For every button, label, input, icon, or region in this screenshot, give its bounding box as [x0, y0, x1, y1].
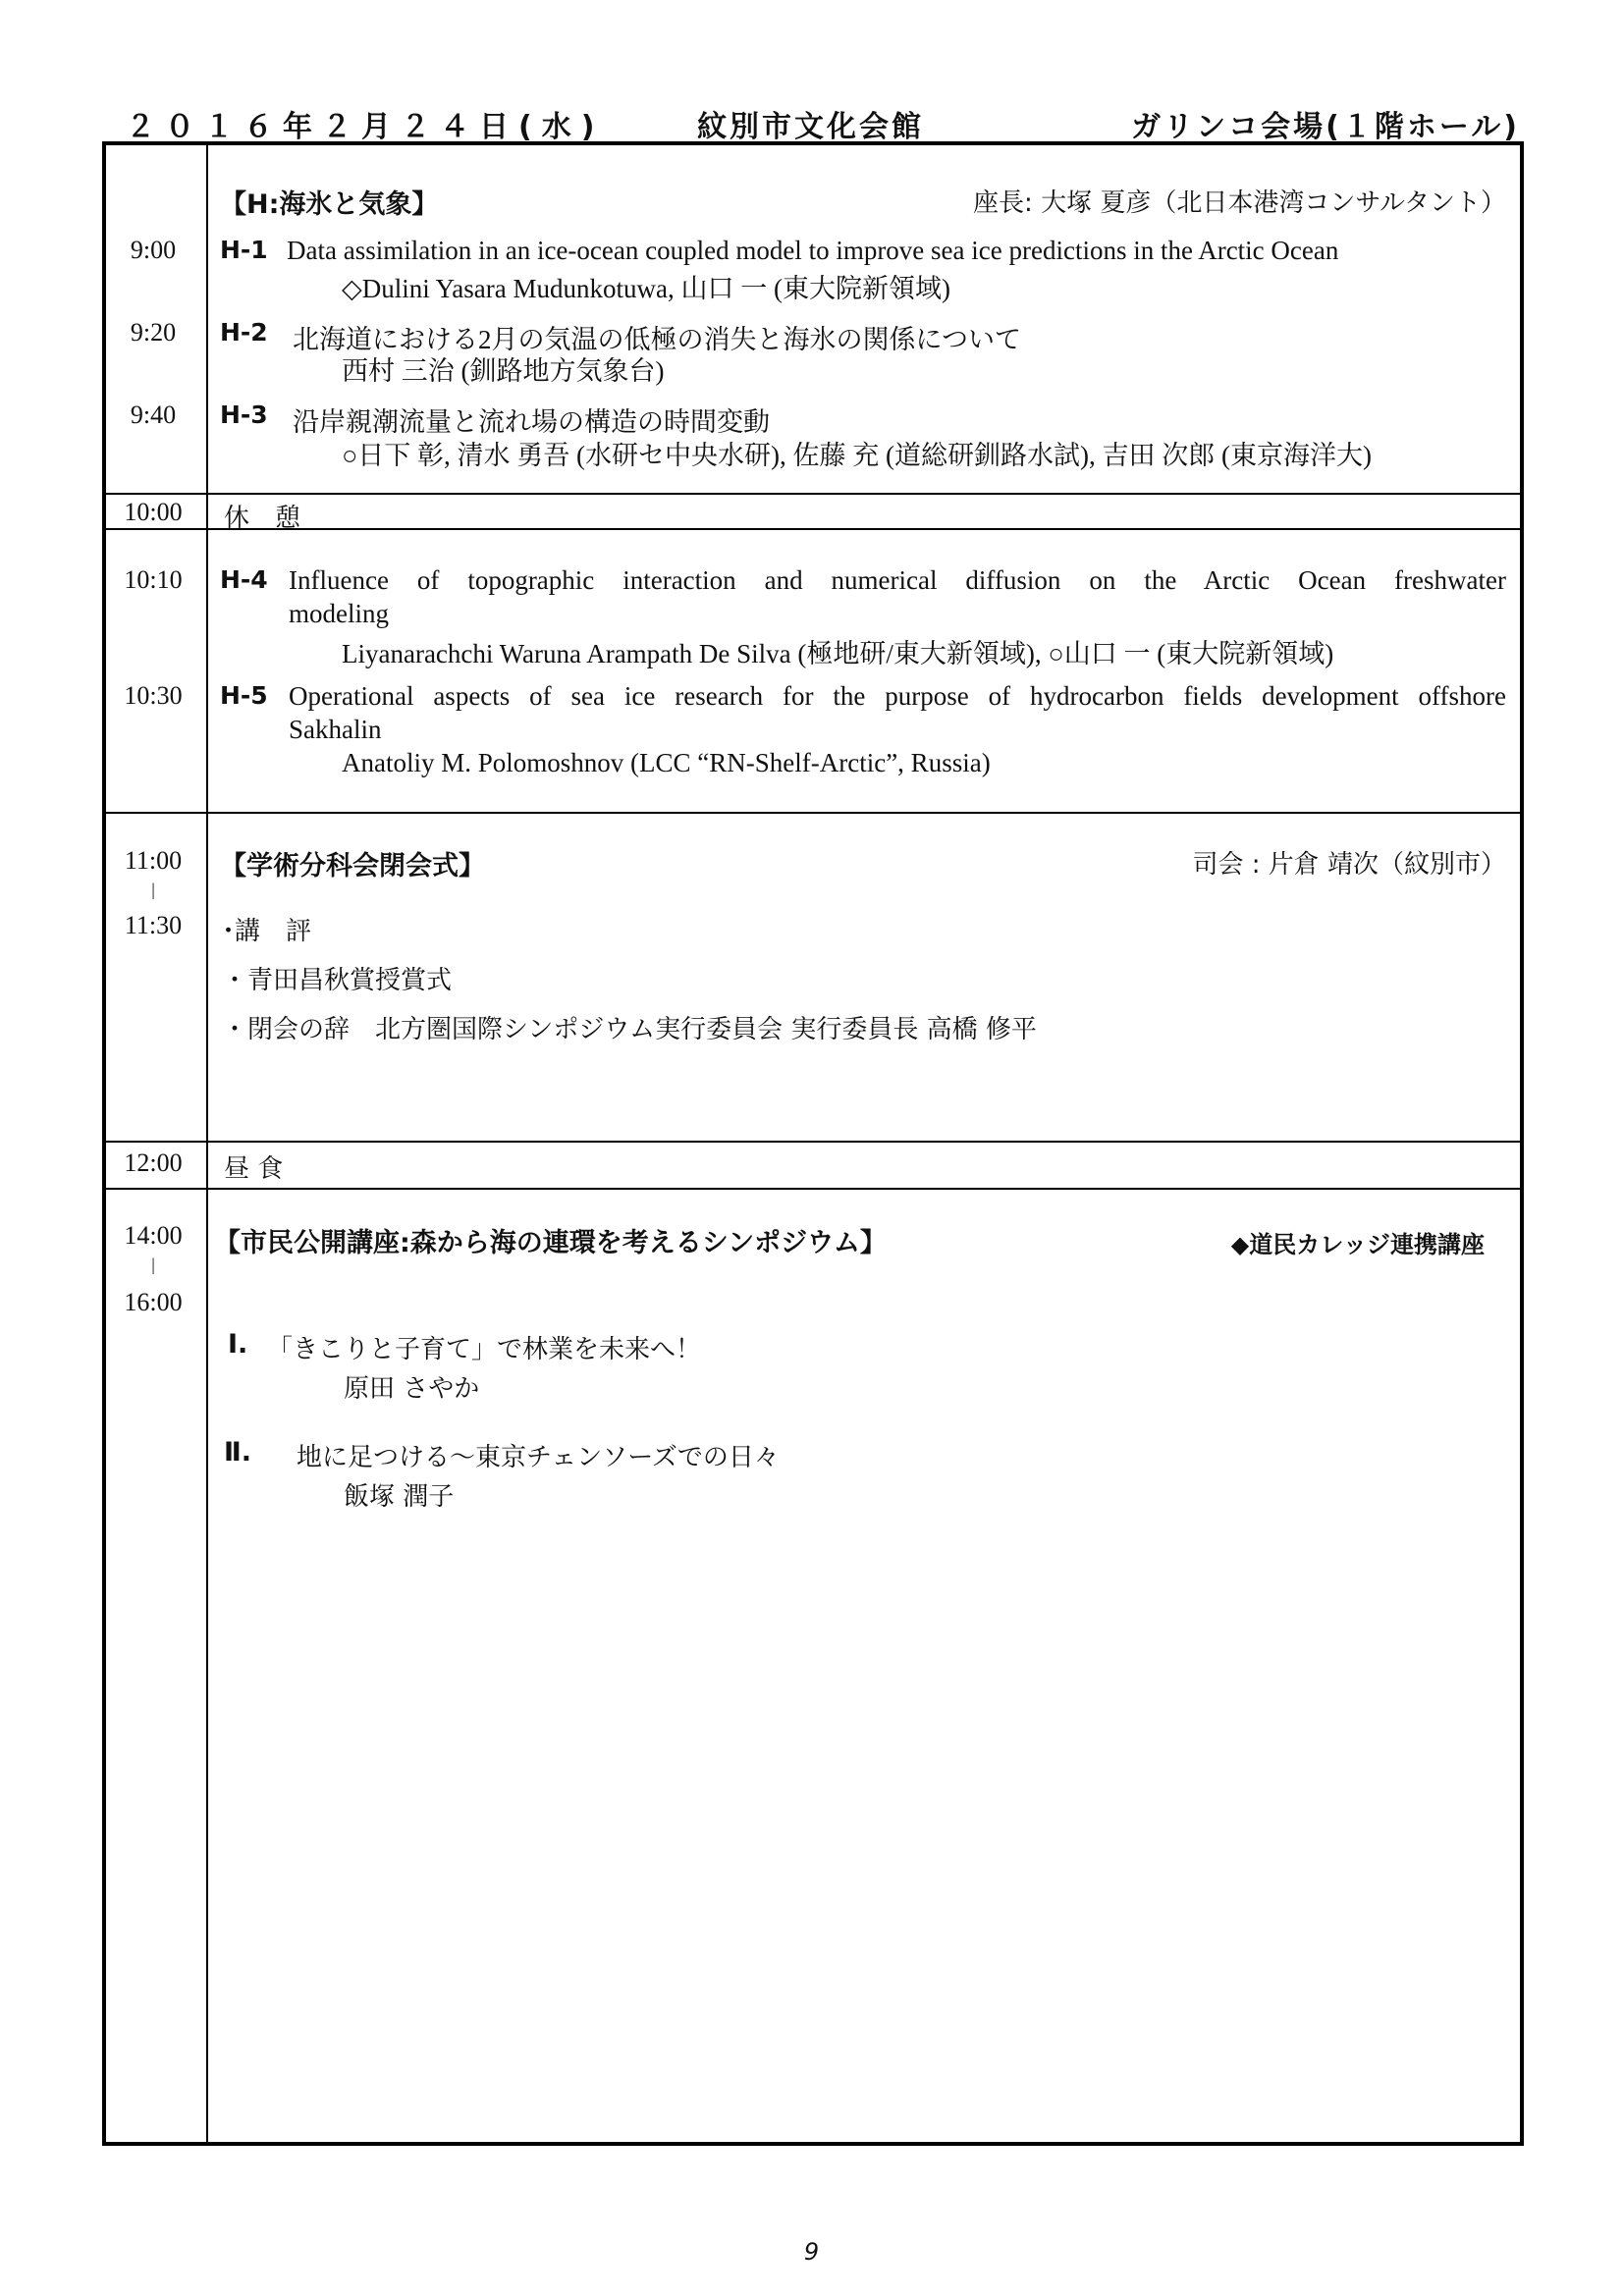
- header-date: ２０１６年２月２４日(水): [126, 110, 605, 144]
- row-divider: [106, 1188, 1520, 1190]
- lunch-label: 昼 食: [224, 1154, 284, 1184]
- talk-title-cont: Sakhalin: [289, 715, 382, 744]
- talk-title: Operational aspects of sea ice research for the purpose of hydrocarbon fields development offshore: [289, 681, 1506, 711]
- closing-time-start: 11:00: [124, 846, 183, 875]
- talk-title-cont: modeling: [289, 599, 389, 628]
- page-number: 9: [803, 2238, 820, 2266]
- talk-authors: Anatoliy M. Polomoshnov (LCC “RN-Shelf-Arctic”, Russia): [342, 748, 991, 777]
- talk-code: H-1: [220, 236, 268, 264]
- talk-time: 10:10: [124, 565, 183, 594]
- closing-time-end: 11:30: [124, 911, 183, 939]
- closing-time-sep: |: [151, 880, 155, 899]
- talk-code: H-3: [220, 400, 268, 429]
- talk-authors: 西村 三治 (釧路地方気象台): [342, 356, 665, 386]
- talk-title: 沿岸親潮流量と流れ場の構造の時間変動: [293, 407, 770, 437]
- header-venue: 紋別市文化会館: [697, 110, 924, 144]
- talk-time: 9:20: [130, 318, 177, 347]
- page-header: [126, 102, 1520, 144]
- lecture-title: 「きこりと子育て」で林業を未来へ！: [267, 1335, 702, 1364]
- talk-title: Data assimilation in an ice-ocean coupled model to improve sea ice predictions in the Arctic Ocean: [287, 236, 1339, 265]
- public-title: 【市民公開講座:森から海の連環を考えるシンポジウム】: [214, 1228, 887, 1258]
- closing-title: 【学術分科会閉会式】: [220, 851, 485, 881]
- time-column-divider: [206, 145, 208, 2142]
- closing-mc: 司会 : 片倉 靖次（紋別市）: [1192, 850, 1506, 880]
- talk-code: H-5: [220, 681, 268, 710]
- break-label: 休 憩: [224, 504, 301, 533]
- talk-authors: ○日下 彰, 清水 勇吾 (水研セ中央水研), 佐藤 充 (道総研釧路水試), 吉田 次郎 (東京海洋大): [342, 441, 1373, 470]
- public-note: ◆道民カレッジ連携講座: [1230, 1231, 1485, 1258]
- lecture-number: Ⅰ.: [228, 1329, 248, 1360]
- talk-code: H-4: [220, 565, 268, 594]
- talk-time: 9:40: [130, 400, 177, 429]
- lecture-speaker: 飯塚 潤子: [344, 1482, 455, 1512]
- public-time-sep: |: [151, 1255, 155, 1274]
- session-title: 【H:海氷と気象】: [220, 189, 439, 220]
- talk-time: 9:00: [130, 236, 177, 264]
- row-divider: [106, 528, 1520, 530]
- row-divider: [106, 1141, 1520, 1143]
- talk-title: Influence of topographic interaction and numerical diffusion on the Arctic Ocean freshwater: [289, 565, 1506, 595]
- closing-item: ･講 評: [222, 917, 312, 946]
- closing-item: ・青田昌秋賞授賞式: [222, 966, 453, 995]
- header-hall: ガリンコ会場(１階ホール): [1131, 110, 1520, 144]
- lecture-number: Ⅱ.: [224, 1437, 252, 1468]
- talk-code: H-2: [220, 318, 268, 347]
- lecture-speaker: 原田 さやか: [344, 1374, 480, 1404]
- lunch-time: 12:00: [124, 1148, 183, 1177]
- public-time-end: 16:00: [124, 1288, 183, 1316]
- lecture-title: 地に足つける～東京チェンソーズでの日々: [297, 1443, 780, 1472]
- session-chair: 座長: 大塚 夏彦（北日本港湾コンサルタント）: [973, 188, 1506, 218]
- talk-authors: Liyanarachchi Waruna Arampath De Silva (極地研/東大新領域), ○山口 一 (東大院新領域): [342, 639, 1334, 668]
- closing-item: ・閉会の辞 北方圏国際シンポジウム実行委員会 実行委員長 高橋 修平: [222, 1015, 1037, 1044]
- break-time: 10:00: [124, 498, 183, 526]
- talk-title: 北海道における2月の気温の低極の消失と海氷の関係について: [293, 325, 1021, 354]
- row-divider: [106, 812, 1520, 814]
- schedule-table: [102, 141, 1524, 2146]
- public-time-start: 14:00: [124, 1221, 183, 1250]
- talk-authors: ◇Dulini Yasara Mudunkotuwa, 山口 一 (東大院新領域): [342, 274, 950, 303]
- talk-time: 10:30: [124, 681, 183, 710]
- row-divider: [106, 493, 1520, 495]
